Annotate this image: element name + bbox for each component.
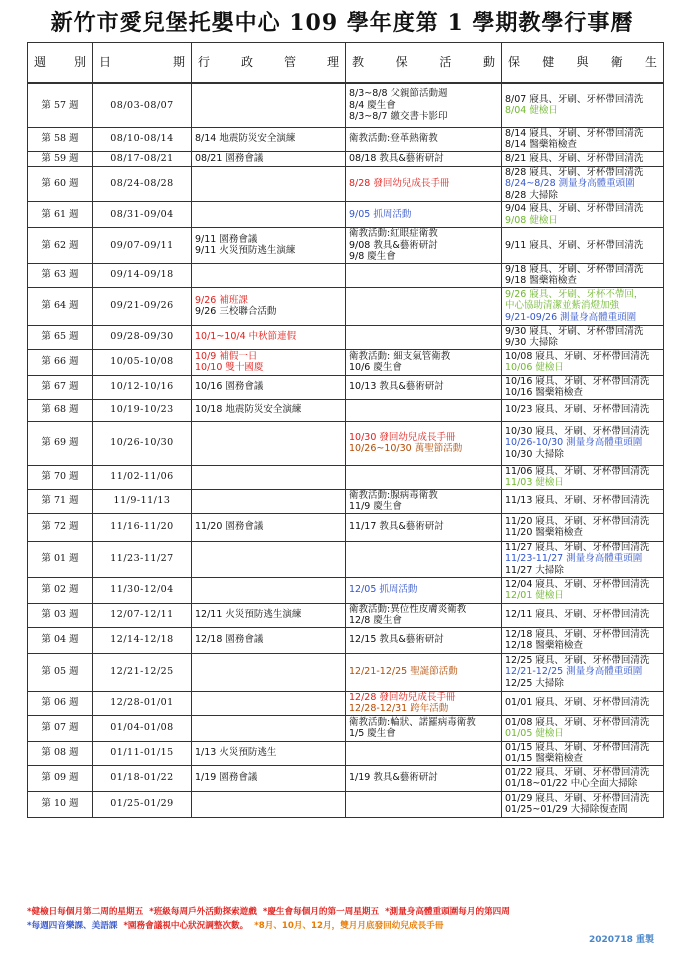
- admin-cell: [192, 541, 346, 577]
- health-entry: 8/04 健檢日: [505, 105, 558, 117]
- admin-cell: [192, 349, 346, 375]
- health-cell: [502, 653, 664, 691]
- health-entry: 10/16 醫藥箱檢查: [505, 387, 583, 398]
- health-entry: 9/08 健檢日: [505, 214, 558, 226]
- week-cell: 第 03 週: [28, 603, 93, 627]
- health-entry: 12/18 醫藥箱檢查: [505, 640, 583, 651]
- activity-entry: 08/18 教具&藝術研討: [349, 152, 444, 164]
- activity-entry: 10/13 教具&藝術研討: [349, 381, 444, 393]
- admin-cell: [192, 151, 346, 166]
- activity-entry: 衛教活動:輪狀、諾羅病毒衛教: [349, 716, 476, 728]
- date-cell: 11/02-11/06: [93, 465, 192, 489]
- admin-entry: 1/19 園務會議: [195, 772, 258, 784]
- footnote-item: *園務會議視中心狀況調整次數。: [123, 921, 249, 931]
- calendar-row: [28, 627, 664, 653]
- admin-entry: 10/10 雙十國慶: [195, 362, 264, 373]
- health-cell: [502, 349, 664, 375]
- health-cell: [502, 541, 664, 577]
- footnote-item: *測量身高體重頭圍每月的第四周: [385, 907, 510, 917]
- admin-cell: [192, 715, 346, 741]
- activity-cell: [346, 83, 502, 127]
- header-activity: 教 保 活 動: [346, 43, 502, 84]
- week-cell: 第 58 週: [28, 127, 93, 151]
- footnote-line: [27, 919, 663, 933]
- admin-entry: 8/14 地震防災安全演練: [195, 133, 296, 145]
- activity-cell: [346, 627, 502, 653]
- calendar-row: [28, 83, 664, 127]
- health-entry: 9/26 寢具、牙刷、牙杯不帶回，: [505, 288, 644, 300]
- health-entry: 01/15 醫藥箱檢查: [505, 753, 583, 764]
- activity-entry: 衛教活動:異位性皮膚炎衛教: [349, 603, 467, 615]
- calendar-row: [28, 228, 664, 264]
- admin-cell: [192, 421, 346, 465]
- week-cell: 第 61 週: [28, 202, 93, 228]
- admin-cell: [192, 83, 346, 127]
- week-cell: 第 72 週: [28, 513, 93, 541]
- admin-cell: [192, 465, 346, 489]
- activity-cell: [346, 228, 502, 264]
- health-cell: [502, 263, 664, 287]
- admin-cell: [192, 741, 346, 765]
- date-cell: 09/14-09/18: [93, 263, 192, 287]
- admin-entry: 08/21 園務會議: [195, 152, 264, 164]
- admin-cell: [192, 127, 346, 151]
- activity-cell: [346, 603, 502, 627]
- admin-cell: [192, 603, 346, 627]
- health-entry: 01/01 寢具、牙刷、牙杯帶回清洗: [505, 697, 650, 709]
- health-cell: [502, 228, 664, 264]
- calendar-row: [28, 287, 664, 325]
- admin-cell: [192, 325, 346, 349]
- week-cell: 第 59 週: [28, 151, 93, 166]
- date-cell: 11/9-11/13: [93, 489, 192, 513]
- header-health: 保 健 與 衛 生: [502, 43, 664, 84]
- calendar-row: [28, 421, 664, 465]
- admin-cell: [192, 791, 346, 817]
- calendar-row: [28, 263, 664, 287]
- week-cell: 第 60 週: [28, 166, 93, 202]
- revision-stamp: 2020718 重製: [589, 935, 654, 945]
- health-cell: [502, 325, 664, 349]
- activity-cell: [346, 349, 502, 375]
- admin-cell: [192, 653, 346, 691]
- calendar-row: [28, 741, 664, 765]
- health-entry: 10/30 大掃除: [505, 448, 564, 460]
- admin-cell: [192, 263, 346, 287]
- date-cell: 01/18-01/22: [93, 765, 192, 791]
- week-cell: 第 71 週: [28, 489, 93, 513]
- calendar-row: [28, 513, 664, 541]
- admin-entry: 9/11 火災預防逃生演練: [195, 245, 296, 257]
- health-entry: 10/16 寢具、牙刷、牙杯帶回清洗: [505, 375, 650, 387]
- activity-entry: 10/6 慶生會: [349, 362, 402, 373]
- admin-cell: [192, 691, 346, 715]
- calendar-row: [28, 489, 664, 513]
- health-entry: 11/13 寢具、牙刷、牙杯帶回清洗: [505, 495, 650, 507]
- calendar-row: [28, 399, 664, 421]
- admin-cell: [192, 513, 346, 541]
- activity-entry: 8/28 發回幼兒成長手冊: [349, 178, 450, 189]
- activity-entry: 8/3~8/8 父親節活動週: [349, 88, 448, 99]
- admin-entry: 10/1~10/4 中秋節連假: [195, 331, 297, 343]
- health-entry: 8/28 大掃除: [505, 189, 558, 201]
- activity-cell: [346, 375, 502, 399]
- date-cell: 10/05-10/08: [93, 349, 192, 375]
- date-cell: 11/16-11/20: [93, 513, 192, 541]
- activity-cell: [346, 166, 502, 202]
- admin-cell: [192, 489, 346, 513]
- health-entry: 中心協助清潔並紫消燈加強: [505, 300, 620, 312]
- activity-entry: 10/26~10/30 萬聖節活動: [349, 443, 463, 454]
- health-entry: 12/01 健檢日: [505, 590, 564, 601]
- admin-entry: 10/9 補假一日: [195, 350, 258, 362]
- week-cell: 第 01 週: [28, 541, 93, 577]
- health-entry: 12/21-12/25 測量身高體重頭圍: [505, 666, 643, 678]
- date-cell: 12/07-12/11: [93, 603, 192, 627]
- admin-cell: [192, 166, 346, 202]
- activity-cell: [346, 287, 502, 325]
- health-cell: [502, 166, 664, 202]
- activity-entry: 12/28-12/31 跨年活動: [349, 703, 449, 714]
- health-entry: 01/22 寢具、牙刷、牙杯帶回清洗: [505, 766, 650, 778]
- health-entry: 12/04 寢具、牙刷、牙杯帶回清洗: [505, 578, 650, 590]
- calendar-row: [28, 541, 664, 577]
- activity-entry: 9/05 抓周活動: [349, 208, 412, 220]
- health-cell: [502, 83, 664, 127]
- health-entry: 12/25 寢具、牙刷、牙杯帶回清洗: [505, 654, 650, 666]
- admin-cell: [192, 228, 346, 264]
- week-cell: 第 02 週: [28, 577, 93, 603]
- admin-entry: 10/16 園務會議: [195, 381, 264, 393]
- health-entry: 9/30 寢具、牙刷、牙杯帶回清洗: [505, 325, 644, 337]
- health-entry: 9/18 寢具、牙刷、牙杯帶回清洗: [505, 263, 644, 275]
- health-entry: 8/07 寢具、牙刷、牙杯帶回清洗: [505, 93, 644, 105]
- activity-cell: [346, 715, 502, 741]
- health-entry: 9/11 寢具、牙刷、牙杯帶回清洗: [505, 239, 644, 251]
- health-entry: 8/24~8/28 測量身高體重頭圍: [505, 178, 635, 189]
- health-cell: [502, 627, 664, 653]
- calendar-table: [27, 42, 664, 818]
- health-cell: [502, 399, 664, 421]
- activity-entry: 衛教活動: 細支氣管衛教: [349, 350, 451, 362]
- calendar-row: [28, 202, 664, 228]
- health-cell: [502, 513, 664, 541]
- date-cell: 08/03-08/07: [93, 83, 192, 127]
- activity-entry: 12/8 慶生會: [349, 615, 402, 626]
- calendar-row: [28, 151, 664, 166]
- activity-cell: [346, 653, 502, 691]
- activity-cell: [346, 765, 502, 791]
- health-cell: [502, 603, 664, 627]
- admin-cell: [192, 399, 346, 421]
- week-cell: 第 04 週: [28, 627, 93, 653]
- calendar-body: [28, 83, 664, 817]
- activity-cell: [346, 127, 502, 151]
- health-entry: 01/29 寢具、牙刷、牙杯帶回清洗: [505, 792, 650, 804]
- week-cell: 第 57 週: [28, 83, 93, 127]
- activity-cell: [346, 202, 502, 228]
- admin-cell: [192, 287, 346, 325]
- health-entry: 11/23-11/27 測量身高體重頭圍: [505, 553, 643, 565]
- admin-entry: 12/11 火災預防逃生演練: [195, 609, 302, 621]
- calendar-row: [28, 691, 664, 715]
- activity-cell: [346, 325, 502, 349]
- week-cell: 第 64 週: [28, 287, 93, 325]
- activity-cell: [346, 513, 502, 541]
- activity-entry: 12/15 教具&藝術研討: [349, 634, 444, 646]
- date-cell: 09/21-09/26: [93, 287, 192, 325]
- admin-cell: [192, 375, 346, 399]
- admin-entry: 11/20 園務會議: [195, 521, 264, 533]
- calendar-row: [28, 765, 664, 791]
- health-entry: 10/08 寢具、牙刷、牙杯帶回清洗: [505, 350, 650, 362]
- activity-entry: 11/9 慶生會: [349, 501, 402, 512]
- health-cell: [502, 465, 664, 489]
- health-entry: 11/27 大掃除: [505, 564, 564, 576]
- health-entry: 12/18 寢具、牙刷、牙杯帶回清洗: [505, 628, 650, 640]
- health-cell: [502, 421, 664, 465]
- activity-cell: [346, 399, 502, 421]
- calendar-row: [28, 166, 664, 202]
- activity-entry: 衛教活動:紅眼症衛教: [349, 228, 438, 239]
- week-cell: 第 07 週: [28, 715, 93, 741]
- activity-entry: 9/08 教具&藝術研討: [349, 239, 438, 251]
- calendar-row: [28, 465, 664, 489]
- activity-entry: 10/30 發回幼兒成長手冊: [349, 431, 456, 443]
- header-week: 週 別: [28, 43, 93, 84]
- admin-cell: [192, 577, 346, 603]
- activity-entry: 1/5 慶生會: [349, 728, 396, 739]
- activity-entry: 12/05 抓周活動: [349, 584, 418, 596]
- date-cell: 10/12-10/16: [93, 375, 192, 399]
- health-entry: 9/21-09/26 測量身高體重頭圍: [505, 311, 637, 323]
- date-cell: 10/19-10/23: [93, 399, 192, 421]
- calendar-row: [28, 653, 664, 691]
- activity-entry: 1/19 教具&藝術研討: [349, 772, 438, 784]
- week-cell: 第 65 週: [28, 325, 93, 349]
- health-entry: 01/18~01/22 中心全面大掃除: [505, 778, 638, 789]
- admin-entry: 1/13 火災預防逃生: [195, 747, 277, 759]
- health-entry: 8/14 醫藥箱檢查: [505, 139, 577, 150]
- week-cell: 第 62 週: [28, 228, 93, 264]
- health-entry: 11/03 健檢日: [505, 477, 564, 488]
- date-cell: 01/04-01/08: [93, 715, 192, 741]
- health-entry: 10/23 寢具、牙刷、牙杯帶回清洗: [505, 404, 650, 416]
- admin-cell: [192, 765, 346, 791]
- calendar-row: [28, 375, 664, 399]
- admin-entry: 12/18 園務會議: [195, 634, 264, 646]
- date-cell: 10/26-10/30: [93, 421, 192, 465]
- date-cell: 08/17-08/21: [93, 151, 192, 166]
- date-cell: 08/24-08/28: [93, 166, 192, 202]
- health-entry: 12/25 大掃除: [505, 677, 564, 689]
- week-cell: 第 05 週: [28, 653, 93, 691]
- health-entry: 11/20 醫藥箱檢查: [505, 527, 583, 538]
- activity-cell: [346, 465, 502, 489]
- health-entry: 8/14 寢具、牙刷、牙杯帶回清洗: [505, 127, 644, 139]
- health-cell: [502, 577, 664, 603]
- health-entry: 10/30 寢具、牙刷、牙杯帶回清洗: [505, 425, 650, 437]
- health-entry: 11/27 寢具、牙刷、牙杯帶回清洗: [505, 541, 650, 553]
- week-cell: 第 68 週: [28, 399, 93, 421]
- date-cell: 12/28-01/01: [93, 691, 192, 715]
- health-cell: [502, 715, 664, 741]
- health-entry: 9/04 寢具、牙刷、牙杯帶回清洗: [505, 203, 644, 214]
- health-entry: 8/21 寢具、牙刷、牙杯帶回清洗: [505, 152, 644, 164]
- week-cell: 第 08 週: [28, 741, 93, 765]
- calendar-row: [28, 577, 664, 603]
- activity-cell: [346, 691, 502, 715]
- activity-cell: [346, 541, 502, 577]
- date-cell: 08/31-09/04: [93, 202, 192, 228]
- activity-cell: [346, 263, 502, 287]
- health-cell: [502, 202, 664, 228]
- page-title: 新竹市愛兒堡托嬰中心 109 學年度第 1 學期教學行事曆: [50, 10, 634, 36]
- date-cell: 09/07-09/11: [93, 228, 192, 264]
- calendar-row: [28, 127, 664, 151]
- activity-entry: 12/21-12/25 聖誕節活動: [349, 666, 458, 678]
- admin-entry: 10/18 地震防災安全演練: [195, 404, 302, 416]
- activity-cell: [346, 741, 502, 765]
- health-entry: 11/06 寢具、牙刷、牙杯帶回清洗: [505, 465, 650, 477]
- footnotes: [27, 905, 663, 933]
- week-cell: 第 67 週: [28, 375, 93, 399]
- health-entry: 9/30 大掃除: [505, 337, 558, 348]
- header-admin: 行 政 管 理: [192, 43, 346, 84]
- week-cell: 第 06 週: [28, 691, 93, 715]
- activity-cell: [346, 489, 502, 513]
- footnote-line: [27, 905, 663, 919]
- activity-entry: 衛教活動:登革熱衛教: [349, 133, 438, 145]
- week-cell: 第 63 週: [28, 263, 93, 287]
- activity-cell: [346, 791, 502, 817]
- footnote-item: *健檢日每個月第二周的星期五: [27, 907, 144, 917]
- activity-entry: 衛教活動:腺病毒衛教: [349, 489, 438, 501]
- health-cell: [502, 741, 664, 765]
- admin-cell: [192, 627, 346, 653]
- calendar-row: [28, 325, 664, 349]
- admin-entry: 9/11 園務會議: [195, 233, 258, 245]
- date-cell: 11/30-12/04: [93, 577, 192, 603]
- week-cell: 第 69 週: [28, 421, 93, 465]
- activity-entry: 8/3~8/7 繳交書卡影印: [349, 111, 448, 122]
- date-cell: 11/23-11/27: [93, 541, 192, 577]
- health-entry: 01/25~01/29 大掃除復查間: [505, 804, 628, 815]
- footnote-item: *8月、10月、12月，雙月月底發回幼兒成長手冊: [254, 921, 444, 931]
- date-cell: 12/21-12/25: [93, 653, 192, 691]
- health-entry: 01/08 寢具、牙刷、牙杯帶回清洗: [505, 716, 650, 728]
- health-entry: 12/11 寢具、牙刷、牙杯帶回清洗: [505, 609, 650, 621]
- admin-entry: 9/26 三校聯合活動: [195, 306, 277, 317]
- header-date: 日 期: [93, 43, 192, 84]
- calendar-row: [28, 715, 664, 741]
- footnote-item: *班級每周戶外活動探索遊戲: [149, 907, 257, 917]
- date-cell: 01/25-01/29: [93, 791, 192, 817]
- admin-entry: 9/26 補班課: [195, 294, 248, 306]
- health-cell: [502, 489, 664, 513]
- week-cell: 第 66 週: [28, 349, 93, 375]
- health-cell: [502, 765, 664, 791]
- health-entry: 10/26-10/30 測量身高體重頭圍: [505, 437, 643, 449]
- activity-entry: 9/8 慶生會: [349, 251, 396, 262]
- activity-entry: 12/28 發回幼兒成長手冊: [349, 691, 456, 703]
- health-entry: 01/15 寢具、牙刷、牙杯帶回清洗: [505, 741, 650, 753]
- admin-cell: [192, 202, 346, 228]
- activity-cell: [346, 577, 502, 603]
- footnote-item: *慶生會每個月的第一周星期五: [262, 907, 380, 917]
- health-cell: [502, 375, 664, 399]
- activity-cell: [346, 151, 502, 166]
- health-entry: 9/18 醫藥箱檢查: [505, 275, 577, 286]
- activity-entry: 11/17 教具&藝術研討: [349, 521, 444, 533]
- health-cell: [502, 127, 664, 151]
- date-cell: 08/10-08/14: [93, 127, 192, 151]
- health-cell: [502, 151, 664, 166]
- health-entry: 01/05 健檢日: [505, 728, 564, 739]
- health-entry: 8/28 寢具、牙刷、牙杯帶回清洗: [505, 166, 644, 178]
- week-cell: 第 70 週: [28, 465, 93, 489]
- activity-cell: [346, 421, 502, 465]
- week-cell: 第 09 週: [28, 765, 93, 791]
- health-cell: [502, 691, 664, 715]
- calendar-row: [28, 349, 664, 375]
- calendar-row: [28, 603, 664, 627]
- health-cell: [502, 287, 664, 325]
- health-entry: 10/06 健檢日: [505, 362, 564, 373]
- footnote-item: *每週四音樂課、美語課: [27, 921, 118, 931]
- date-cell: 12/14-12/18: [93, 627, 192, 653]
- header-row: [28, 43, 664, 84]
- health-entry: 11/20 寢具、牙刷、牙杯帶回清洗: [505, 515, 650, 527]
- health-cell: [502, 791, 664, 817]
- calendar-row: [28, 791, 664, 817]
- activity-entry: 8/4 慶生會: [349, 99, 396, 111]
- week-cell: 第 10 週: [28, 791, 93, 817]
- date-cell: 01/11-01/15: [93, 741, 192, 765]
- date-cell: 09/28-09/30: [93, 325, 192, 349]
